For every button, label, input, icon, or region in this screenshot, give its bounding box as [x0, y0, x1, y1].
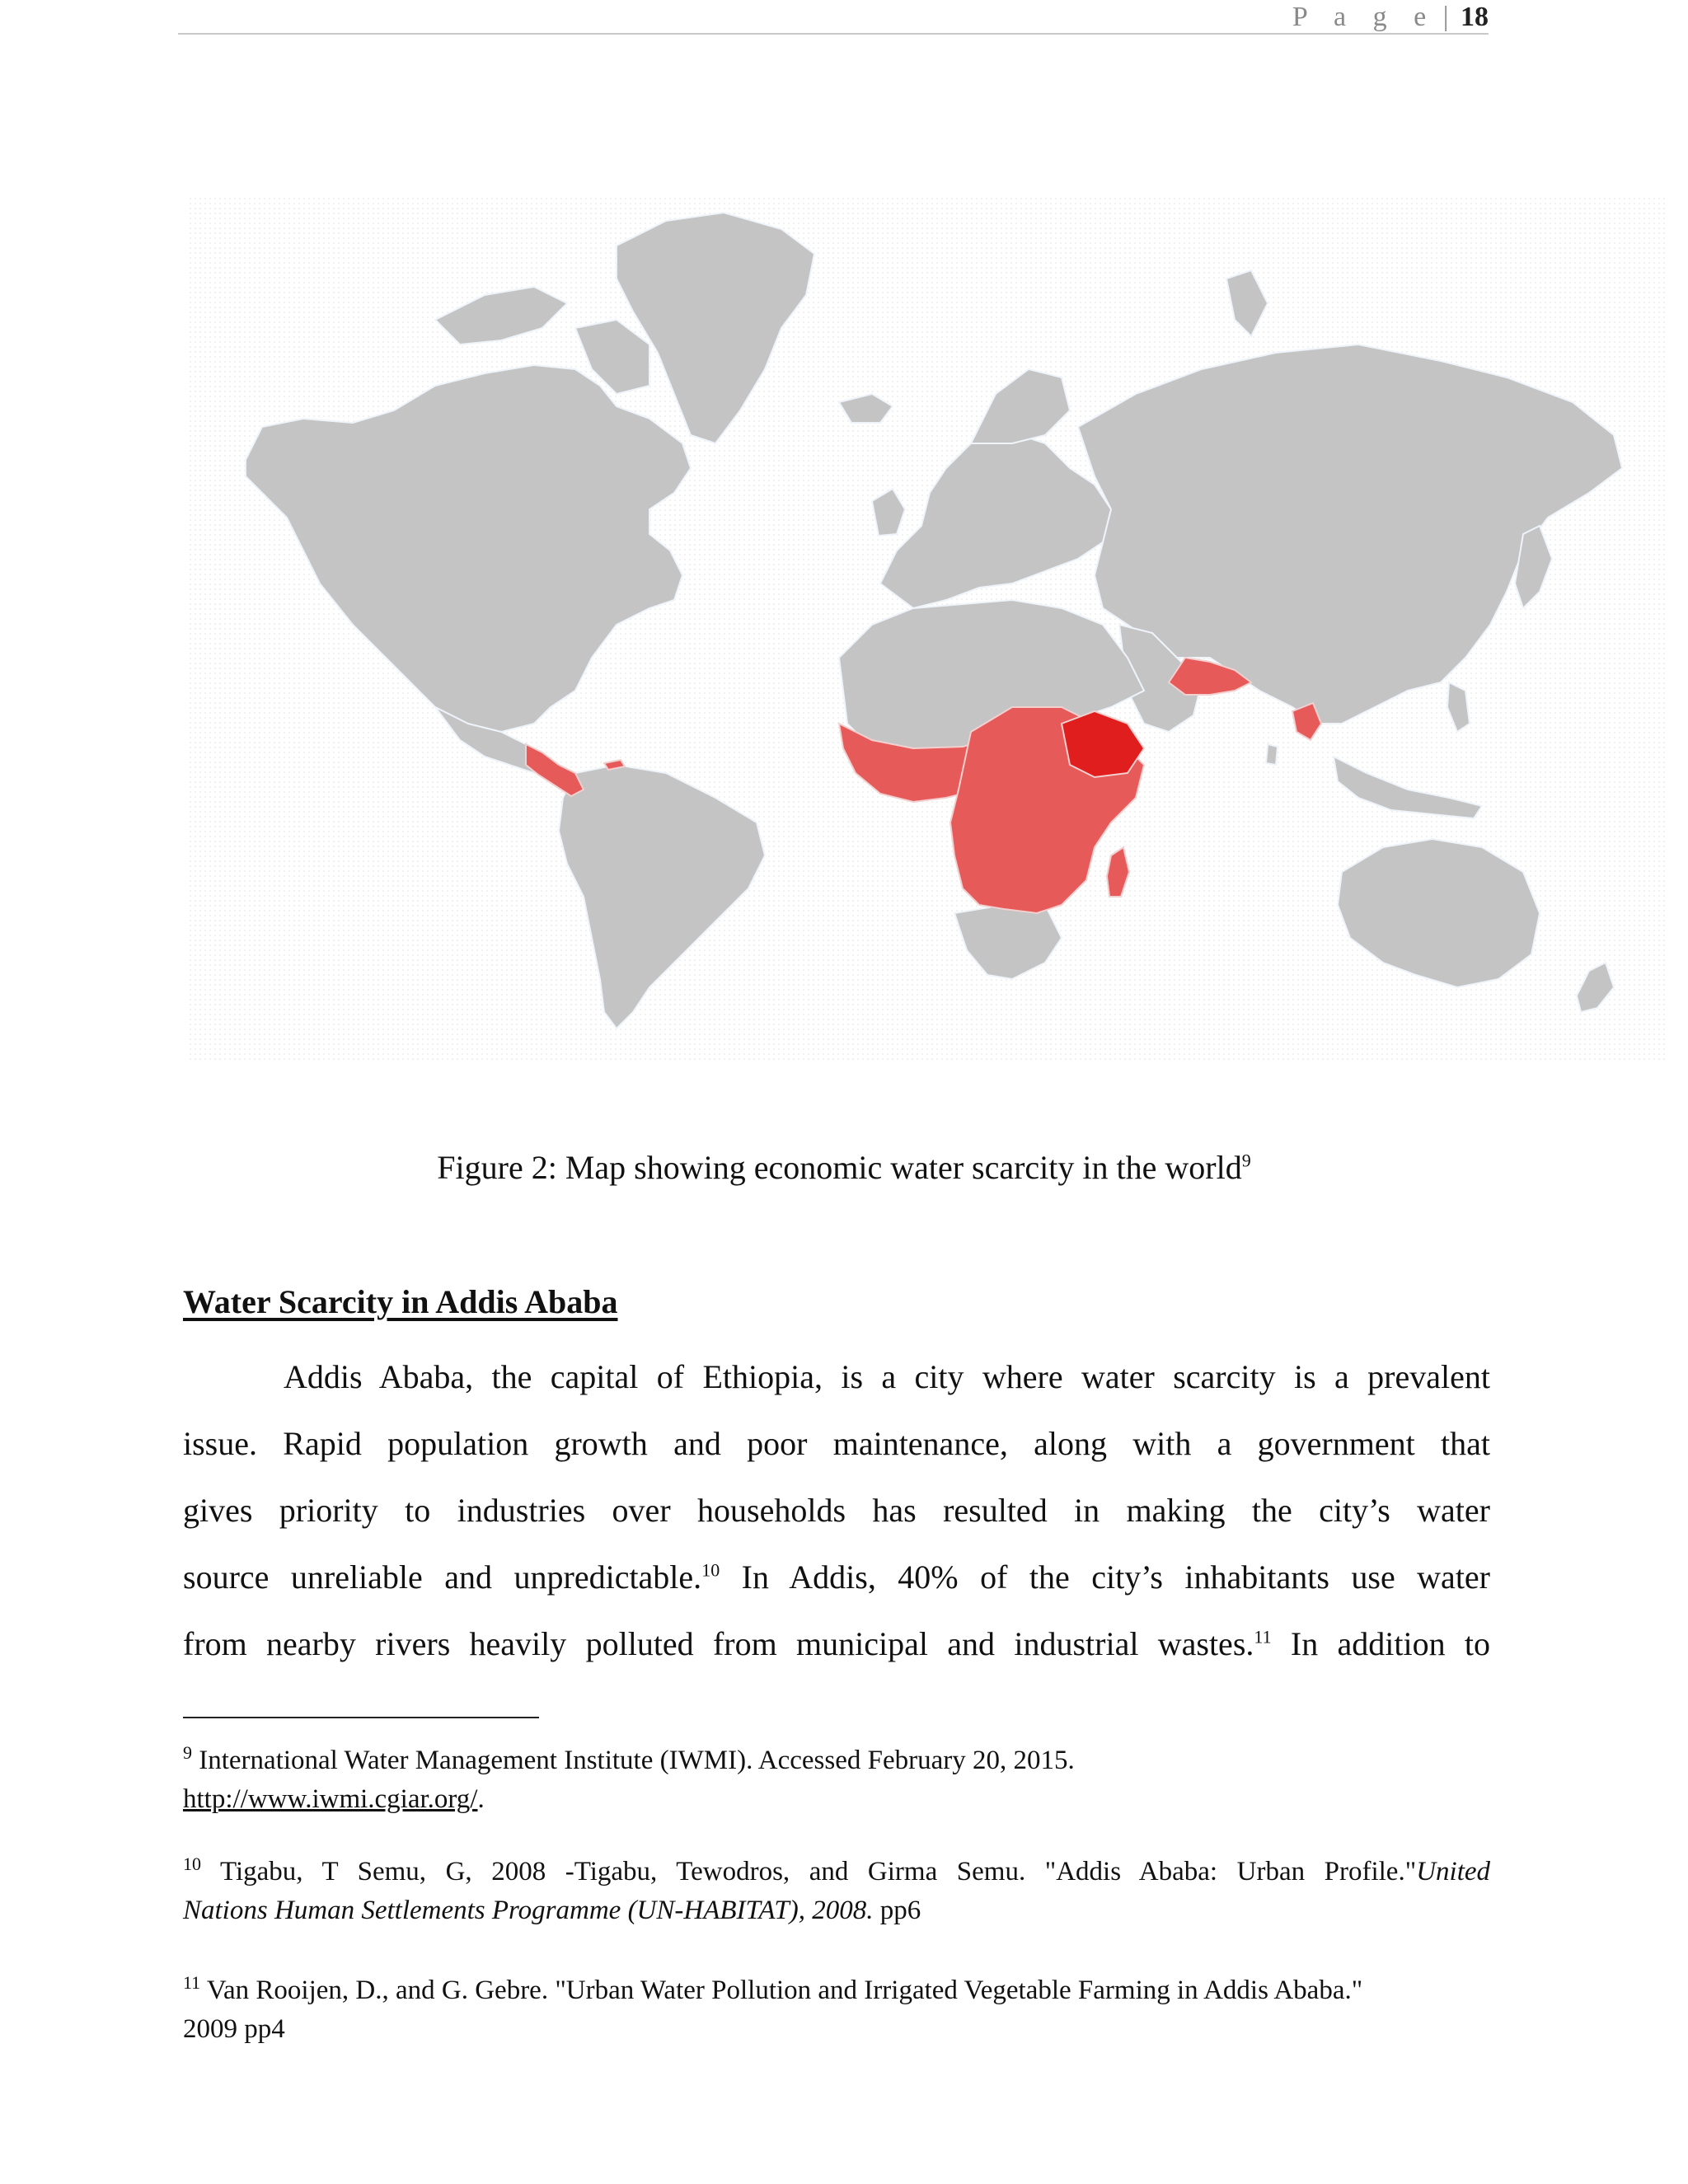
footnote-text: .	[477, 1784, 485, 1814]
paragraph-line	[183, 1610, 1490, 1677]
footnote-11	[183, 1971, 1490, 2049]
paragraph-line	[183, 1544, 1490, 1610]
footnote-text: International Water Management Institute (IWMI). Accessed February 20, 2015.	[199, 1746, 1075, 1775]
footnote-10	[183, 1853, 1490, 1930]
line-text: gives priority to industries over households has resulted in making the city’s water	[183, 1492, 1490, 1529]
footnote-link[interactable]: http://www.iwmi.cgiar.org/	[183, 1784, 478, 1814]
figure-caption	[0, 1148, 1688, 1187]
page-number: 18	[1461, 2, 1489, 32]
line-text: In addition to	[1271, 1625, 1491, 1662]
footnote-text: 2009 pp4	[183, 2014, 285, 2044]
page-number-label	[1292, 2, 1489, 33]
footnote-9	[183, 1741, 1490, 1819]
line-text: issue. Rapid population growth and poor maintenance, along with a government that	[183, 1425, 1490, 1462]
footnote-text: Tigabu, T Semu, G, 2008 -Tigabu, Tewodros, and Girma Semu. "Addis Ababa: Urban Profile."	[219, 1857, 1417, 1886]
line-text: from nearby rivers heavily polluted from municipal and industrial wastes.	[183, 1625, 1254, 1662]
footnote-text-italic: Nations Human Settlements Programme (UN-HABITAT), 2008.	[183, 1896, 874, 1925]
caption-footnote-ref: 9	[1241, 1150, 1251, 1171]
footnote-number: 11	[183, 1972, 201, 1993]
footnote-separator	[183, 1717, 539, 1718]
line-text: source unreliable and unpredictable.	[183, 1558, 702, 1596]
paragraph-line	[183, 1477, 1490, 1544]
section-heading: Water Scarcity in Addis Ababa	[183, 1283, 618, 1320]
world-map-svg	[188, 196, 1665, 1062]
line-text: Addis Ababa, the capital of Ethiopia, is a city where water scarcity is a prevalent	[284, 1358, 1490, 1395]
paragraph-line	[183, 1343, 1490, 1410]
line-text: In Addis, 40% of the city’s inhabitants use water	[720, 1558, 1490, 1596]
water-scarcity-map	[188, 196, 1665, 1062]
footnote-text: Van Rooijen, D., and G. Gebre. "Urban Water Pollution and Irrigated Vegetable Farming in Addis Ababa."	[206, 1975, 1363, 2005]
body-paragraph	[183, 1343, 1490, 1677]
footnote-number: 10	[183, 1854, 201, 1874]
header-separator: |	[1442, 2, 1449, 32]
footnote-text: pp6	[873, 1896, 921, 1925]
page-header	[178, 0, 1489, 35]
sri-lanka	[1266, 744, 1278, 765]
footnote-ref: 10	[701, 1559, 720, 1581]
footnote-ref: 11	[1254, 1626, 1272, 1647]
footnote-number: 9	[183, 1742, 192, 1763]
footnote-text-italic: United	[1416, 1857, 1491, 1886]
page-label: P a g e	[1292, 2, 1437, 32]
caption-text: Figure 2: Map showing economic water scarcity in the world	[437, 1149, 1242, 1186]
paragraph-line	[183, 1410, 1490, 1477]
